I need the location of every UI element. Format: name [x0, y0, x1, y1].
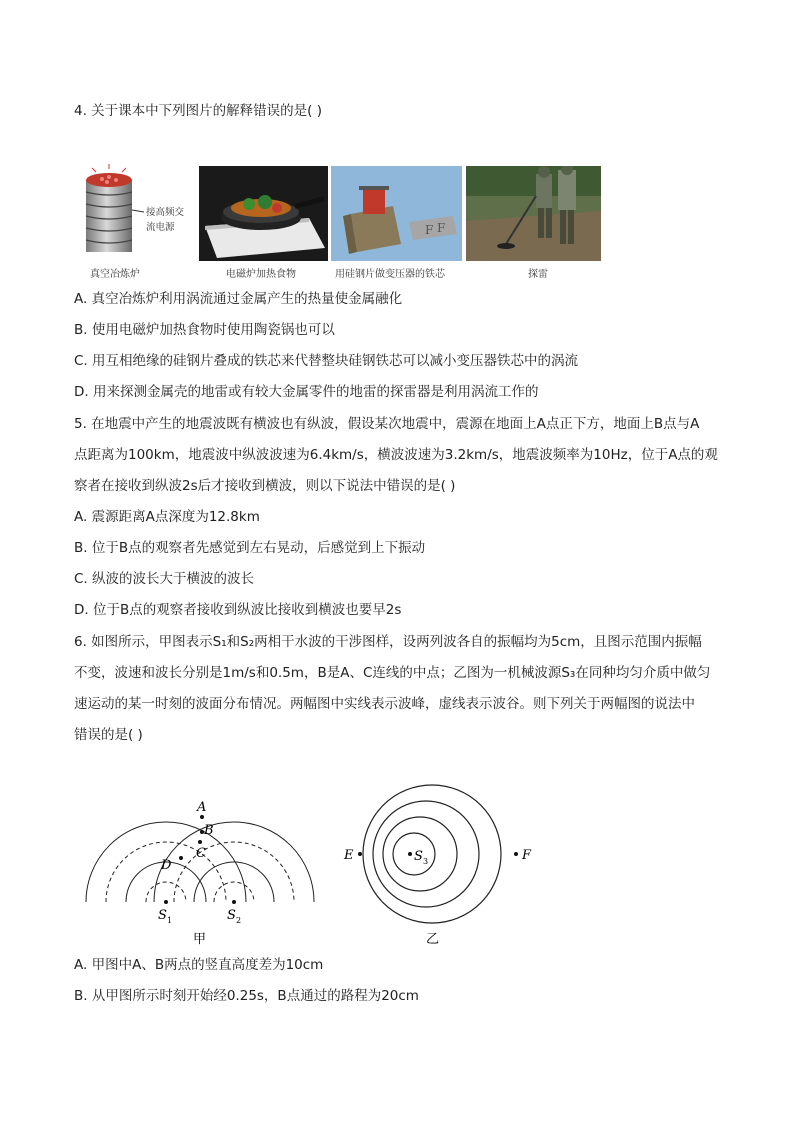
q6-stem-line-2: 不变，波速和波长分别是1m/s和0.5m，B是A、C连线的中点；乙图为一机械波源S₃在同种均匀介质中做匀 [74, 665, 711, 681]
caption-yi: 乙 [426, 932, 440, 947]
caption-mine: 探雷 [528, 269, 548, 280]
label-d: D [161, 858, 172, 873]
label-s3: S [414, 849, 423, 864]
transformer-core-photo [331, 166, 462, 261]
label-f: F [522, 848, 532, 863]
label-s1-sub: 1 [167, 916, 173, 925]
q5-option-d: D. 位于B点的观察者接收到纵波比接收到横波也要早2s [74, 602, 402, 618]
caption-cooker: 电磁炉加热食物 [226, 269, 296, 280]
q4-option-d: D. 用来探测金属壳的地雷或有较大金属零件的地雷的探雷器是利用涡流工作的 [74, 384, 539, 400]
svg-text:F: F [425, 223, 434, 237]
doppler-diagram [336, 784, 546, 950]
q4-option-b: B. 使用电磁炉加热食物时使用陶瓷锅也可以 [74, 322, 335, 338]
label-e: E [344, 848, 354, 863]
label-b: B [204, 823, 214, 838]
caption-transformer: 用硅钢片做变压器的铁芯 [335, 269, 445, 280]
q6-option-b: B. 从甲图所示时刻开始经0.25s，B点通过的路程为20cm [74, 988, 419, 1004]
q5-stem-line-3: 察者在接收到纵波2s后才接收到横波，则以下说法中错误的是( ) [74, 478, 456, 494]
furnace-figure [74, 160, 198, 262]
q5-option-c: C. 纵波的波长大于横波的波长 [74, 571, 255, 587]
furnace-label-2: 流电源 [146, 222, 175, 233]
label-s2-sub: 2 [236, 916, 242, 925]
q4-stem: 4. 关于课本中下列图片的解释错误的是( ) [74, 103, 322, 119]
label-s1: S [158, 908, 167, 923]
q6-option-a: A. 甲图中A、B两点的竖直高度差为10cm [74, 957, 324, 973]
q4-option-c: C. 用互相绝缘的硅钢片叠成的铁芯来代替整块硅钢铁芯可以减小变压器铁芯中的涡流 [74, 353, 579, 369]
q5-stem-line-2: 点距离为100km，地震波中纵波波速为6.4km/s，横波波速为3.2km/s，地震波频率为10Hz，位于A点的观 [74, 447, 718, 463]
q6-stem-line-4: 错误的是( ) [74, 727, 143, 743]
caption-furnace: 真空冶炼炉 [90, 269, 140, 280]
interference-diagram [66, 790, 346, 950]
label-c: C [196, 846, 206, 861]
caption-jia: 甲 [193, 932, 207, 947]
q6-stem-line-1: 6. 如图所示，甲图表示S₁和S₂两相干水波的干涉图样，设两列波各自的振幅均为5cm，且图示范围内振幅 [74, 634, 702, 650]
q5-option-a: A. 震源距离A点深度为12.8km [74, 509, 260, 525]
q5-option-b: B. 位于B点的观察者先感觉到左右晃动，后感觉到上下振动 [74, 540, 426, 556]
q5-stem-line-1: 5. 在地震中产生的地震波既有横波也有纵波，假设某次地震中，震源在地面上A点正下方，地面上B点与A [74, 416, 700, 432]
induction-cooker-photo [199, 166, 328, 261]
label-a: A [197, 800, 207, 815]
q6-stem-line-3: 速运动的某一时刻的波面分布情况。两幅图中实线表示波峰，虚线表示波谷。则下列关于两幅图的说法中 [74, 696, 695, 712]
svg-text:F: F [437, 221, 446, 235]
mine-detector-photo [466, 166, 601, 261]
furnace-label-1: 接高频交 [146, 207, 185, 218]
q4-option-a: A. 真空冶炼炉利用涡流通过金属产生的热量使金属融化 [74, 291, 403, 307]
label-s2: S [227, 908, 236, 923]
label-s3-sub: 3 [423, 857, 429, 866]
